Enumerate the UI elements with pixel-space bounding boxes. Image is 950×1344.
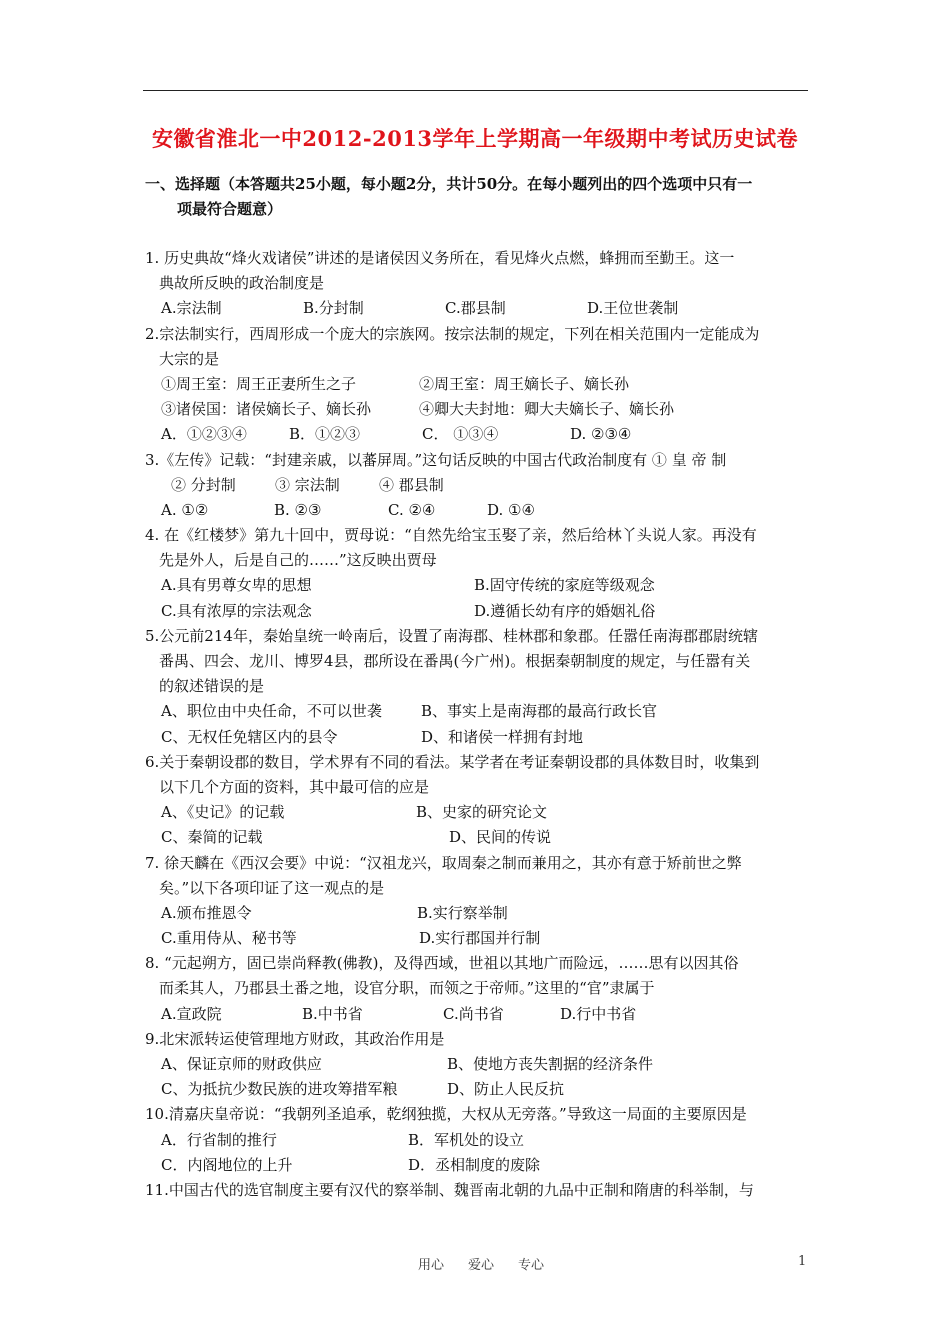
q9-options-2 — [145, 1077, 810, 1102]
q11-stem-line-1: 11.中国古代的选官制度主要有汉代的察举制、魏晋南北朝的九品中正制和隋唐的科举制，与 — [145, 1180, 754, 1199]
q5-stem-line-2: 番禺、四会、龙川、博罗4县，郡所设在番禺(今广州)。根据秦朝制度的规定，与任嚣有关 — [159, 652, 751, 670]
q5-option-c: C、无权任免辖区内的县令 — [161, 727, 338, 746]
q10-option-b: B．军机处的设立 — [408, 1130, 525, 1149]
question-list — [145, 246, 810, 1203]
q2-statements-1 — [145, 372, 810, 397]
q2-stem-line-2: 大宗的是 — [159, 349, 220, 368]
section-heading-line-2: 项最符合题意） — [177, 200, 283, 218]
q4-option-a: A.具有男尊女卑的思想 — [161, 576, 312, 595]
q8-option-a: A.宣政院 — [161, 1004, 222, 1023]
q2-statement-2: ②周王室：周王嫡长子、嫡长孙 — [419, 374, 630, 393]
q2-statements-2 — [145, 397, 810, 422]
q9-options-1 — [145, 1052, 810, 1077]
q4-stem-line-2: 先是外人，后是自己的……”这反映出贾母 — [159, 551, 437, 570]
footer-word-2: 爱心 — [468, 1258, 495, 1273]
q5-options-2 — [145, 725, 810, 750]
q7-options-2 — [145, 926, 810, 951]
q8-stem-line-2: 而柔其人，乃郡县土番之地，设官分职，而领之于帝师。”这里的“官”隶属于 — [159, 979, 655, 998]
q3-option-b: B. ②③ — [274, 500, 322, 519]
q8-options — [145, 1002, 810, 1027]
q9-option-b: B、使地方丧失割据的经济条件 — [447, 1055, 654, 1073]
q7-option-a: A.颁布推恩令 — [161, 903, 252, 922]
q1-stem-line-2: 典故所反映的政治制度是 — [159, 274, 325, 293]
footer-word-1: 用心 — [418, 1258, 445, 1273]
q3-option-c: C. ②④ — [388, 500, 436, 519]
q3-option-a: A. ①② — [161, 500, 209, 519]
q6-option-d: D、民间的传说 — [449, 828, 552, 847]
q7-stem-line-2: 矣。”以下各项印证了这一观点的是 — [159, 878, 385, 897]
q6-options-2 — [145, 825, 810, 850]
q6-option-b: B、史家的研究论文 — [416, 803, 548, 822]
q4-option-d: D.遵循长幼有序的婚姻礼俗 — [474, 601, 656, 620]
q8-option-b: B.中书省 — [302, 1004, 363, 1023]
q7-stem-line-1: 7. 徐天麟在《西汉会要》中说：“汉祖龙兴，取周秦之制而兼用之，其亦有意于矫前世之弊 — [145, 853, 742, 872]
q7-option-d: D.实行郡国并行制 — [419, 929, 541, 948]
q2-option-d: D. ②③④ — [570, 425, 632, 444]
q9-option-c: C、为抵抗少数民族的进攻筹措军粮 — [161, 1080, 398, 1099]
section-heading-line-1: 一、选择题（本答题共25小题，每小题2分，共计50分。在每小题列出的四个选项中只有一 — [145, 175, 753, 193]
page-number: 1 — [798, 1254, 807, 1269]
q9-stem-line-1: 9.北宋派转运使管理地方财政，其政治作用是 — [145, 1029, 445, 1048]
q1-options — [145, 296, 810, 321]
header-rule — [143, 90, 808, 91]
q3-statement-4: ④ 郡县制 — [379, 475, 444, 494]
q1-stem-line-1: 1. 历史典故“烽火戏诸侯”讲述的是诸侯因义务所在，看见烽火点燃，蜂拥而至勤王。这一 — [145, 249, 735, 267]
q6-stem-line-2: 以下几个方面的资料，其中最可信的应是 — [159, 777, 430, 796]
q3-statement-2: ② 分封制 — [171, 475, 236, 494]
q2-options — [145, 422, 810, 447]
q7-options-1 — [145, 901, 810, 926]
q3-statements — [145, 473, 810, 498]
q2-option-b: B．①②③ — [289, 425, 361, 444]
q8-stem-line-1: 8. “元起朔方，固已崇尚释教(佛教)，及得西域，世祖以其地广而险远，……思有以因其俗 — [145, 954, 739, 973]
q2-statement-3: ③诸侯国：诸侯嫡长子、嫡长孙 — [161, 400, 372, 419]
q5-option-d: D、和诸侯一样拥有封地 — [421, 727, 584, 746]
q9-option-d: D、防止人民反抗 — [447, 1080, 565, 1099]
q4-options-2 — [145, 599, 810, 624]
q5-stem-line-1: 5.公元前214年，秦始皇统一岭南后，设置了南海郡、桂林郡和象郡。任嚣任南海郡郡尉统辖 — [145, 626, 758, 645]
q5-stem-line-3: 的叙述错误的是 — [159, 677, 265, 696]
q3-options — [145, 498, 810, 523]
q8-option-c: C.尚书省 — [443, 1004, 504, 1023]
q4-stem-line-1: 4. 在《红楼梦》第九十回中，贾母说：“自然先给宝玉娶了亲，然后给林丫头说人家。再没有 — [145, 526, 757, 545]
q1-option-a: A.宗法制 — [161, 299, 222, 318]
q2-option-c: C． ①③④ — [422, 425, 499, 444]
q5-option-b: B、事实上是南海郡的最高行政长官 — [421, 702, 658, 721]
q3-statement-3: ③ 宗法制 — [275, 475, 340, 494]
q10-options-1 — [145, 1128, 810, 1153]
q2-statement-4: ④卿大夫封地：卿大夫嫡长子、嫡长孙 — [419, 400, 675, 419]
q2-option-a: A．①②③④ — [161, 425, 247, 444]
q10-option-a: A．行省制的推行 — [161, 1130, 277, 1149]
q4-option-b: B.固守传统的家庭等级观念 — [474, 576, 655, 595]
q9-option-a: A、保证京师的财政供应 — [161, 1055, 322, 1073]
q5-options-1 — [145, 699, 810, 724]
q10-option-c: C．内阁地位的上升 — [161, 1155, 293, 1174]
q1-option-c: C.郡县制 — [445, 299, 506, 318]
q1-option-b: B.分封制 — [303, 299, 364, 318]
q8-option-d: D.行中书省 — [560, 1004, 637, 1023]
q2-statement-1: ①周王室：周王正妻所生之子 — [161, 374, 357, 393]
q10-stem-line-1: 10.清嘉庆皇帝说：“我朝列圣追承，乾纲独揽，大权从无旁落。”导致这一局面的主要原因是 — [145, 1105, 747, 1124]
exam-title: 安徽省淮北一中2012-2013学年上学期高一年级期中考试历史试卷 — [151, 126, 799, 151]
q6-option-a: A、《史记》的记载 — [161, 803, 285, 822]
q4-option-c: C.具有浓厚的宗法观念 — [161, 601, 312, 620]
section-heading — [145, 172, 815, 222]
q4-options-1 — [145, 573, 810, 598]
q5-option-a: A、职位由中央任命，不可以世袭 — [161, 702, 382, 721]
q3-stem-line-1: 3.《左传》记载：“封建亲戚，以蕃屏周。”这句话反映的中国古代政治制度有 ① 皇 帝 制 — [145, 450, 727, 469]
q1-option-d: D.王位世袭制 — [587, 299, 679, 318]
q6-stem-line-1: 6.关于秦朝设郡的数目，学术界有不同的看法。某学者在考证秦朝设郡的具体数目时，收集到 — [145, 752, 760, 771]
footer-word-3: 专心 — [518, 1258, 545, 1273]
q3-option-d: D. ①④ — [487, 500, 535, 519]
q10-options-2 — [145, 1153, 810, 1178]
footer-motto — [418, 1254, 568, 1273]
q7-option-b: B.实行察举制 — [417, 903, 508, 922]
q2-stem-line-1: 2.宗法制实行，西周形成一个庞大的宗族网。按宗法制的规定，下列在相关范围内一定能成为 — [145, 324, 760, 343]
q6-option-c: C、秦简的记载 — [161, 828, 263, 847]
q10-option-d: D．丞相制度的废除 — [408, 1155, 541, 1174]
q7-option-c: C.重用侍从、秘书等 — [161, 929, 297, 948]
q6-options-1 — [145, 800, 810, 825]
